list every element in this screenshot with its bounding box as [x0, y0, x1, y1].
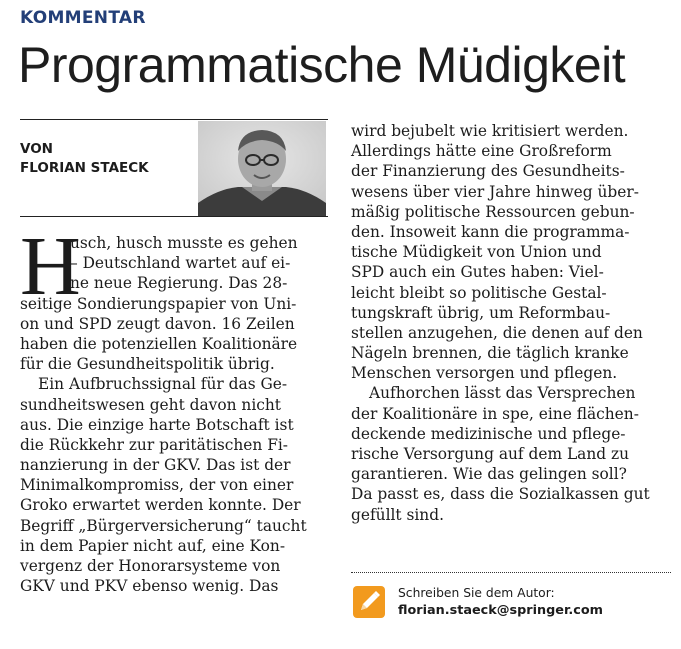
left-column: [20, 233, 332, 596]
text-line: Begriff „Bürgerversicherung“ taucht: [20, 516, 307, 535]
text-line: wird bejubelt wie kritisiert werden.: [351, 122, 629, 140]
author-portrait: [198, 121, 326, 216]
text-line: tische Müdigkeit von Union und: [351, 243, 602, 262]
text-line: sundheitswesen geht davon nicht: [20, 395, 281, 414]
text-line: usch, husch musste es gehen: [70, 234, 298, 252]
text-line: haben die potenziellen Koalitionäre: [20, 334, 298, 353]
text-line: – Deutschland wartet auf ei-: [70, 254, 291, 273]
byline-rule-top: [20, 119, 328, 120]
byline-author: FLORIAN STAECK: [20, 160, 149, 176]
headline: Programmatische Müdigkeit: [18, 37, 626, 93]
dropcap: H: [20, 220, 81, 313]
contact-label: Schreiben Sie dem Autor:: [398, 586, 555, 600]
byline-label: VON: [20, 141, 53, 157]
text-line: nanzierung in der GKV. Das ist der: [20, 456, 291, 475]
text-line: GKV und PKV ebenso wenig. Das: [20, 577, 279, 596]
byline-rule-bottom: [20, 216, 328, 217]
text-line: der Koalitionäre in spe, eine flächen-: [351, 404, 639, 423]
text-line: der Finanzierung des Gesundheits-: [351, 162, 625, 181]
text-line: leicht bleibt so politische Gestal-: [351, 283, 607, 302]
text-line: Da passt es, dass die Sozialkassen gut: [351, 485, 650, 504]
text-line: wesens über vier Jahre hinweg über-: [351, 182, 639, 201]
right-column: [351, 121, 671, 525]
text-line: rische Versorgung auf dem Land zu: [351, 445, 630, 463]
text-line: vergenz der Honorarsysteme von: [20, 557, 281, 575]
text-line: den. Insoweit kann die programma-: [351, 222, 630, 241]
text-line: ne neue Regierung. Das 28-: [70, 274, 288, 293]
text-line: Allerdings hätte eine Großreform: [351, 142, 612, 161]
text-line: Nägeln brennen, die täglich kranke: [351, 344, 629, 363]
kicker: KOMMENTAR: [20, 8, 146, 28]
pencil-icon: [353, 586, 385, 618]
text-line: die Rückkehr zur paritätischen Fi-: [20, 435, 289, 454]
text-line: Menschen versorgen und pflegen.: [351, 364, 618, 383]
text-line: Aufhorchen lässt das Versprechen: [369, 384, 636, 403]
text-line: gefüllt sind.: [351, 505, 444, 524]
text-line: stellen anzugehen, die denen auf den: [351, 323, 643, 342]
text-line: garantieren. Wie das gelingen soll?: [351, 465, 627, 484]
contact-email[interactable]: florian.staeck@springer.com: [398, 603, 604, 618]
text-line: Groko erwartet werden konnte. Der: [20, 496, 301, 515]
text-line: deckende medizinische und pflege-: [351, 424, 626, 443]
contact-rule: [351, 572, 671, 573]
text-line: aus. Die einzige harte Botschaft ist: [20, 415, 294, 434]
text-line: Ein Aufbruchssignal für das Ge-: [38, 375, 288, 394]
text-line: on und SPD zeugt davon. 16 Zeilen: [20, 314, 295, 333]
text-line: SPD auch ein Gutes haben: Viel-: [351, 263, 604, 282]
text-line: mäßig politische Ressourcen gebun-: [351, 202, 635, 221]
text-line: für die Gesundheitspolitik übrig.: [20, 355, 275, 374]
text-line: Minimalkompromiss, der von einer: [20, 476, 294, 495]
byline: [20, 140, 149, 178]
text-line: tungskraft übrig, um Reformbau-: [351, 303, 611, 322]
text-line: seitige Sondierungspapier von Uni-: [20, 294, 297, 313]
text-line: in dem Papier nicht auf, eine Kon-: [20, 536, 286, 555]
